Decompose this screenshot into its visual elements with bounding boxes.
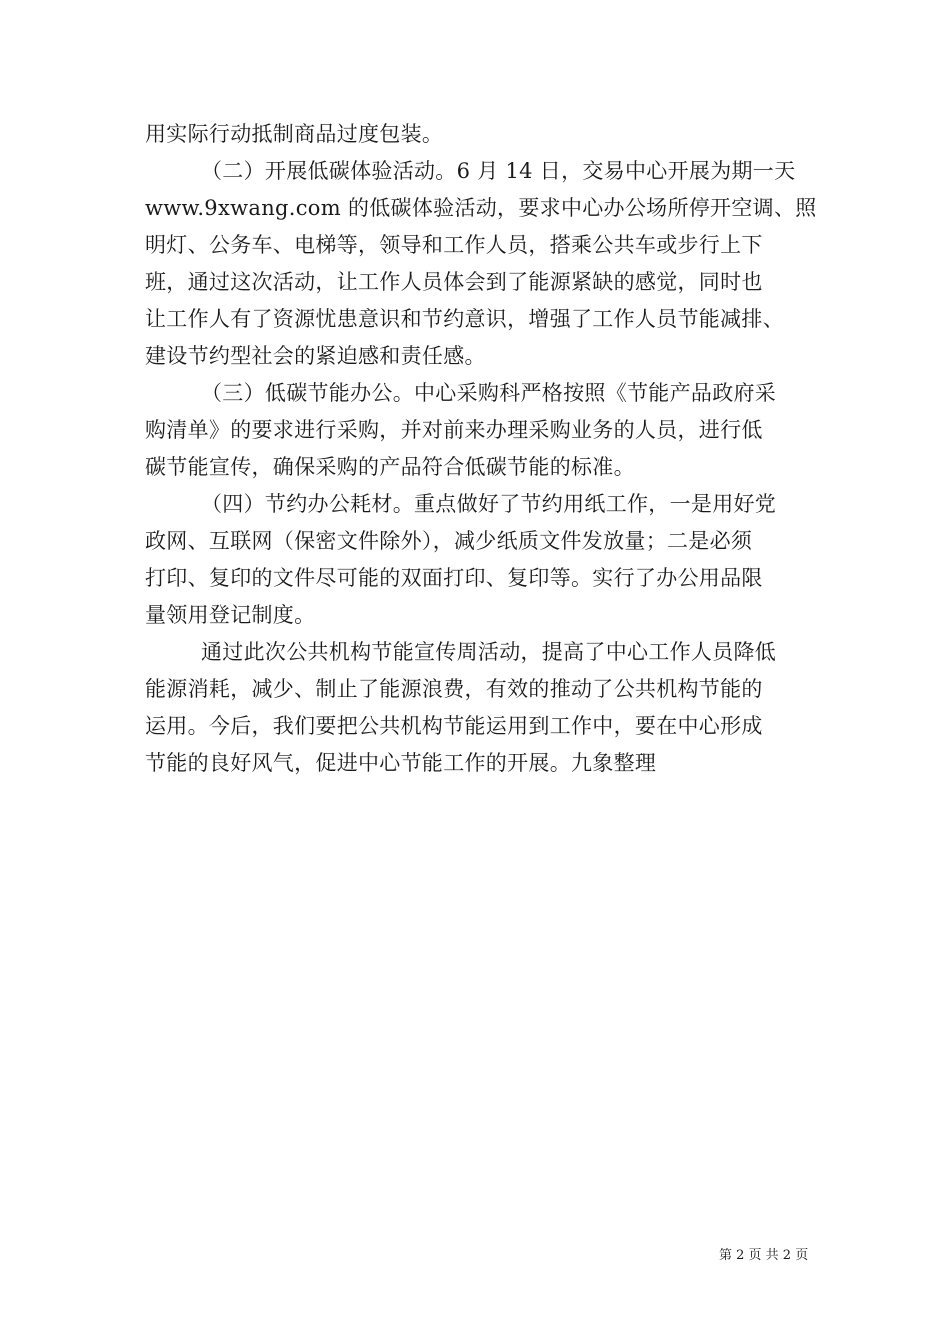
text-line: （四）节约办公耗材。重点做好了节约用纸工作，一是用好党: [201, 492, 777, 516]
text-line: 量领用登记制度。: [145, 603, 316, 627]
text-line: 能源消耗，减少、制止了能源浪费，有效的推动了公共机构节能的: [145, 677, 763, 701]
text-line: www.9xwang.com 的低碳体验活动，要求中心办公场所停开空调、照: [145, 196, 817, 220]
text-line: 让工作人有了资源忧患意识和节约意识，增强了工作人员节能减排、: [145, 307, 784, 331]
text-line: （二）开展低碳体验活动。6 月 14 日，交易中心开展为期一天: [201, 159, 796, 183]
page-number-footer: 第 2 页 共 2 页: [719, 1248, 809, 1263]
text-line: 班，通过这次活动，让工作人员体会到了能源紧缺的感觉，同时也: [145, 270, 763, 294]
text-line: 购清单》的要求进行采购，并对前来办理采购业务的人员，进行低: [145, 418, 763, 442]
text-line: 用实际行动抵制商品过度包装。: [145, 122, 444, 146]
text-line: 运用。今后，我们要把公共机构节能运用到工作中，要在中心形成: [145, 714, 763, 738]
text-line: 建设节约型社会的紧迫感和责任感。: [145, 344, 486, 368]
text-line: 政网、互联网（保密文件除外），减少纸质文件发放量；二是必须: [145, 529, 753, 553]
text-line: 通过此次公共机构节能宣传周活动，提高了中心工作人员降低: [201, 640, 777, 664]
text-line: 碳节能宣传，确保采购的产品符合低碳节能的标准。: [145, 455, 635, 479]
text-line: 打印、复印的文件尽可能的双面打印、复印等。实行了办公用品限: [145, 566, 763, 590]
text-line: 明灯、公务车、电梯等，领导和工作人员，搭乘公共车或步行上下: [145, 233, 763, 257]
text-line: 节能的良好风气，促进中心节能工作的开展。九象整理: [145, 751, 657, 775]
text-line: （三）低碳节能办公。中心采购科严格按照《节能产品政府采: [201, 381, 777, 405]
